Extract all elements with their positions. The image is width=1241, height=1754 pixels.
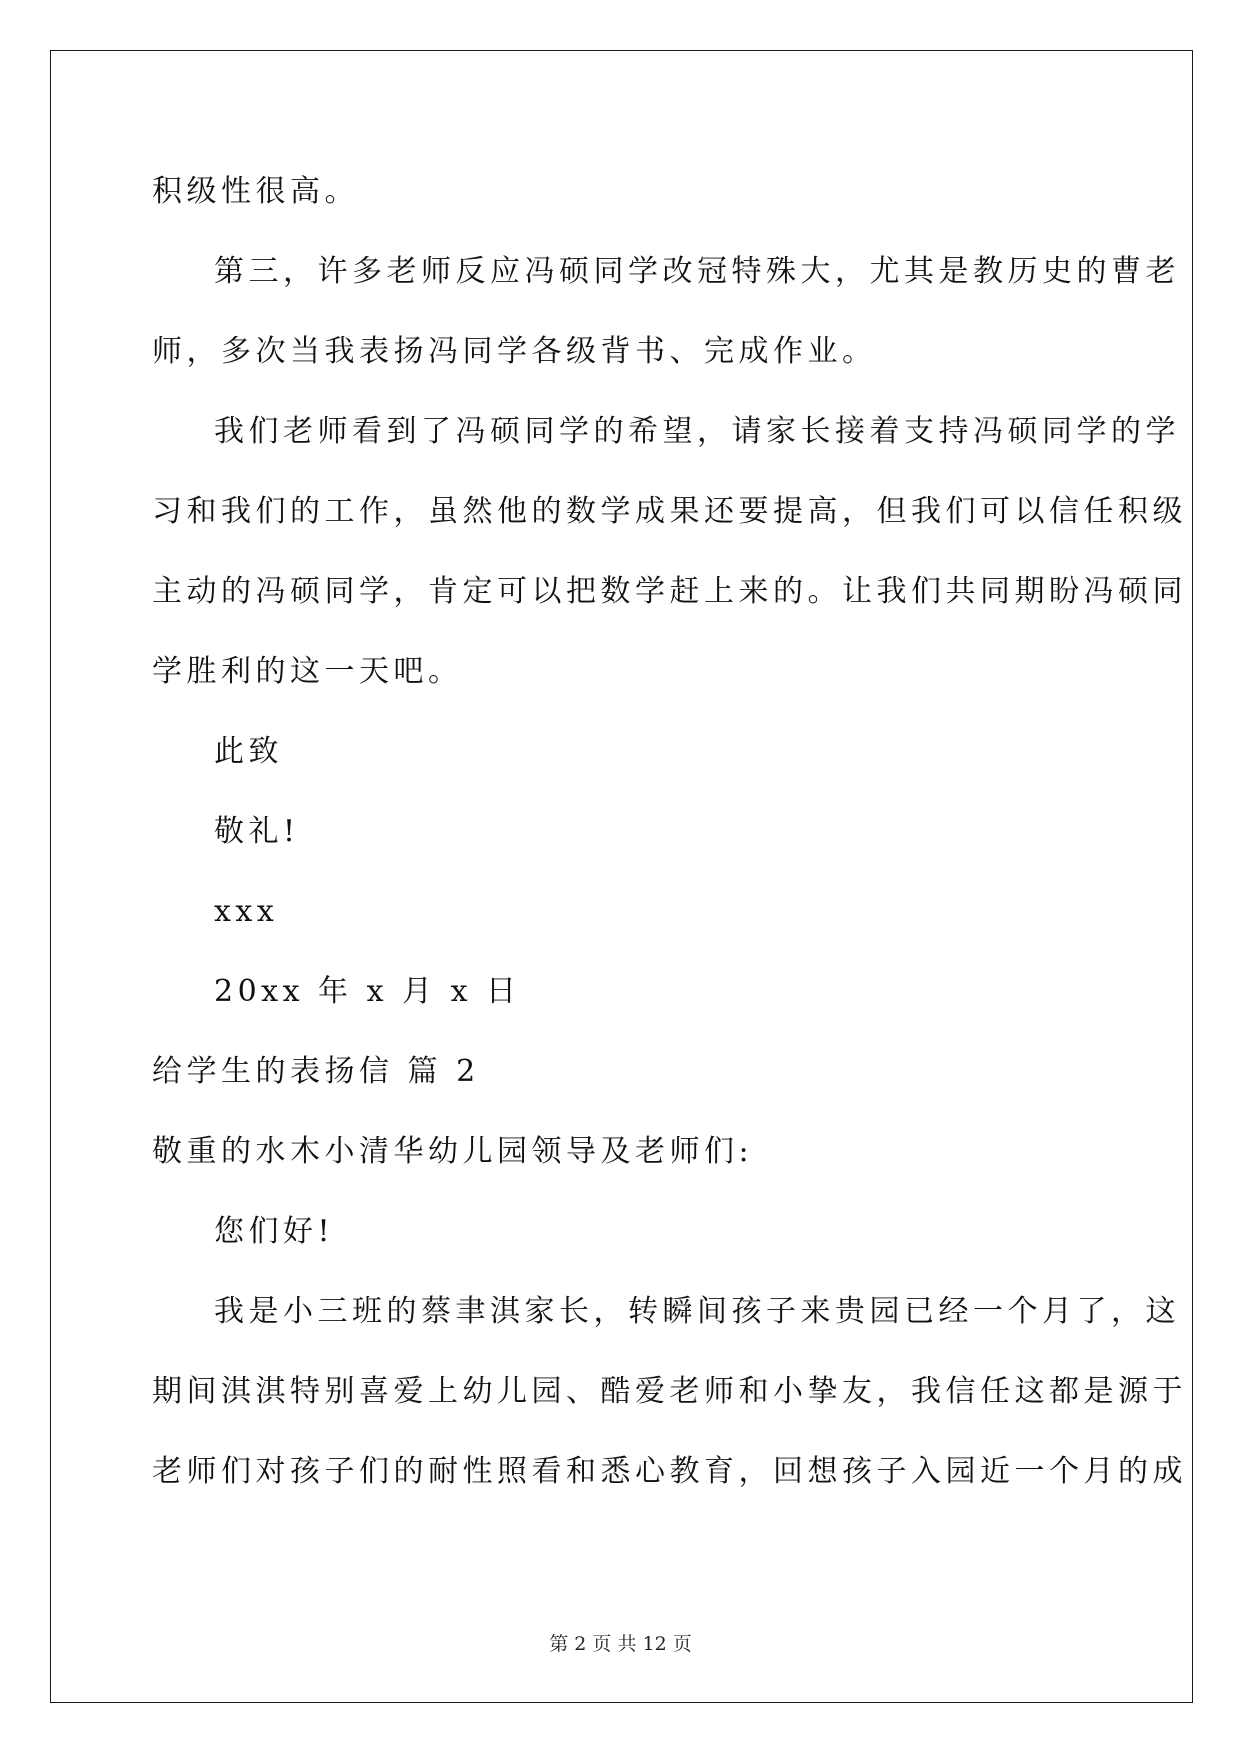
section-heading: 给学生的表扬信 篇 2 <box>152 1054 480 1089</box>
paragraph-continuation: 积级性很高。 <box>152 174 359 209</box>
closing-regards: 敬礼! <box>214 814 300 849</box>
body-paragraph-line-2: 期间淇淇特别喜爱上幼儿园、酷爱老师和小挚友，我信任这都是源于 <box>152 1374 1187 1409</box>
paragraph-hope-line-2: 习和我们的工作，虽然他的数学成果还要提高，但我们可以信任积级 <box>152 494 1187 529</box>
paragraph-third-line-2: 师，多次当我表扬冯同学各级背书、完成作业。 <box>152 334 877 369</box>
body-paragraph-line-1: 我是小三班的蔡聿淇家长，转瞬间孩子来贵园已经一个月了，这 <box>214 1294 1180 1329</box>
closing-salutation: 此致 <box>214 734 283 769</box>
letter-date: 20xx 年 x 月 x 日 <box>214 974 521 1009</box>
letter-addressee: 敬重的水木小清华幼儿园领导及老师们: <box>152 1134 754 1169</box>
signature: xxx <box>214 894 279 929</box>
body-paragraph-line-3: 老师们对孩子们的耐性照看和悉心教育，回想孩子入园近一个月的成 <box>152 1454 1187 1489</box>
letter-greeting: 您们好! <box>214 1214 335 1249</box>
paragraph-hope-line-4: 学胜利的这一天吧。 <box>152 654 463 689</box>
page-number-footer: 第 2 页 共 12 页 <box>549 1633 692 1655</box>
paragraph-hope-line-3: 主动的冯硕同学，肯定可以把数学赶上来的。让我们共同期盼冯硕同 <box>152 574 1187 609</box>
paragraph-hope-line-1: 我们老师看到了冯硕同学的希望，请家长接着支持冯硕同学的学 <box>214 414 1180 449</box>
paragraph-third-line-1: 第三，许多老师反应冯硕同学改冠特殊大，尤其是教历史的曹老 <box>214 254 1180 289</box>
